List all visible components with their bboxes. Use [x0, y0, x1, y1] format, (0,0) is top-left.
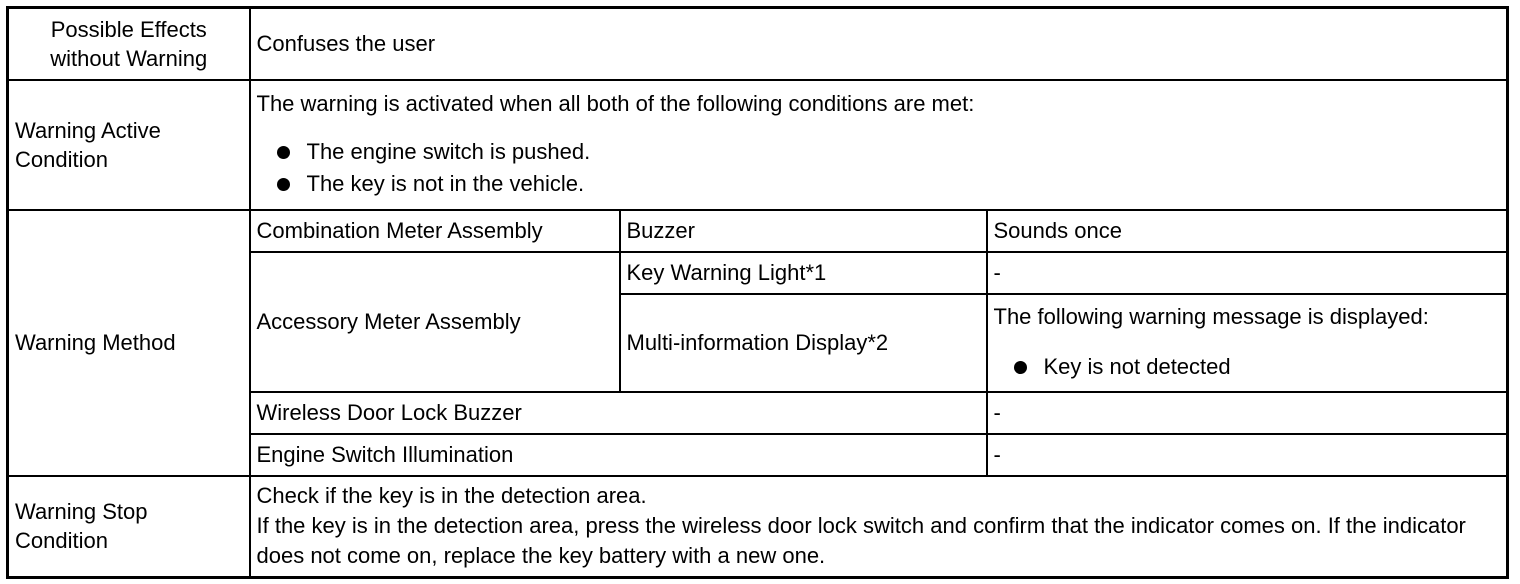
stop-condition-cell: [250, 476, 1508, 578]
wireless-device: Wireless Door Lock Buzzer: [250, 392, 987, 434]
combination-type: Buzzer: [620, 210, 987, 252]
accessory-display-cell: [987, 294, 1508, 392]
list-item: The key is not in the vehicle.: [257, 168, 1501, 200]
active-condition-cell: [250, 80, 1508, 210]
combination-device: Combination Meter Assembly: [250, 210, 620, 252]
effects-label: Possible Effects without Warning: [8, 8, 250, 80]
stop-condition-row: [8, 476, 1508, 578]
illumination-device: Engine Switch Illumination: [250, 434, 987, 476]
method-label: Warning Method: [8, 210, 250, 476]
active-condition-list: [257, 136, 1501, 200]
wireless-action: -: [987, 392, 1508, 434]
warning-spec-table: [6, 6, 1509, 579]
list-item: The engine switch is pushed.: [257, 136, 1501, 168]
accessory-display-list: [994, 351, 1501, 383]
active-condition-label: Warning Active Condition: [8, 80, 250, 210]
accessory-display-type: Multi-information Display*2: [620, 294, 987, 392]
active-condition-row: [8, 80, 1508, 210]
method-row-combination: [8, 210, 1508, 252]
accessory-light-action: -: [987, 252, 1508, 294]
stop-condition-line1: Check if the key is in the detection area.: [256, 483, 647, 509]
accessory-display-action: The following warning message is displayed:: [993, 304, 1429, 329]
accessory-device: Accessory Meter Assembly: [250, 252, 620, 392]
illumination-action: -: [987, 434, 1508, 476]
effects-value: Confuses the user: [250, 8, 1508, 80]
accessory-light-type: Key Warning Light*1: [620, 252, 987, 294]
effects-row: [8, 8, 1508, 80]
stop-condition-line2: If the key is in the detection area, press the wireless door lock switch and confirm that the indicator comes on. If the indicator does not come on, replace the key battery with a new one.: [256, 513, 1466, 569]
list-item: Key is not detected: [994, 351, 1501, 383]
stop-condition-label: Warning Stop Condition: [8, 476, 250, 578]
combination-action: Sounds once: [987, 210, 1508, 252]
active-condition-intro: The warning is activated when all both of the following conditions are met:: [256, 91, 975, 116]
